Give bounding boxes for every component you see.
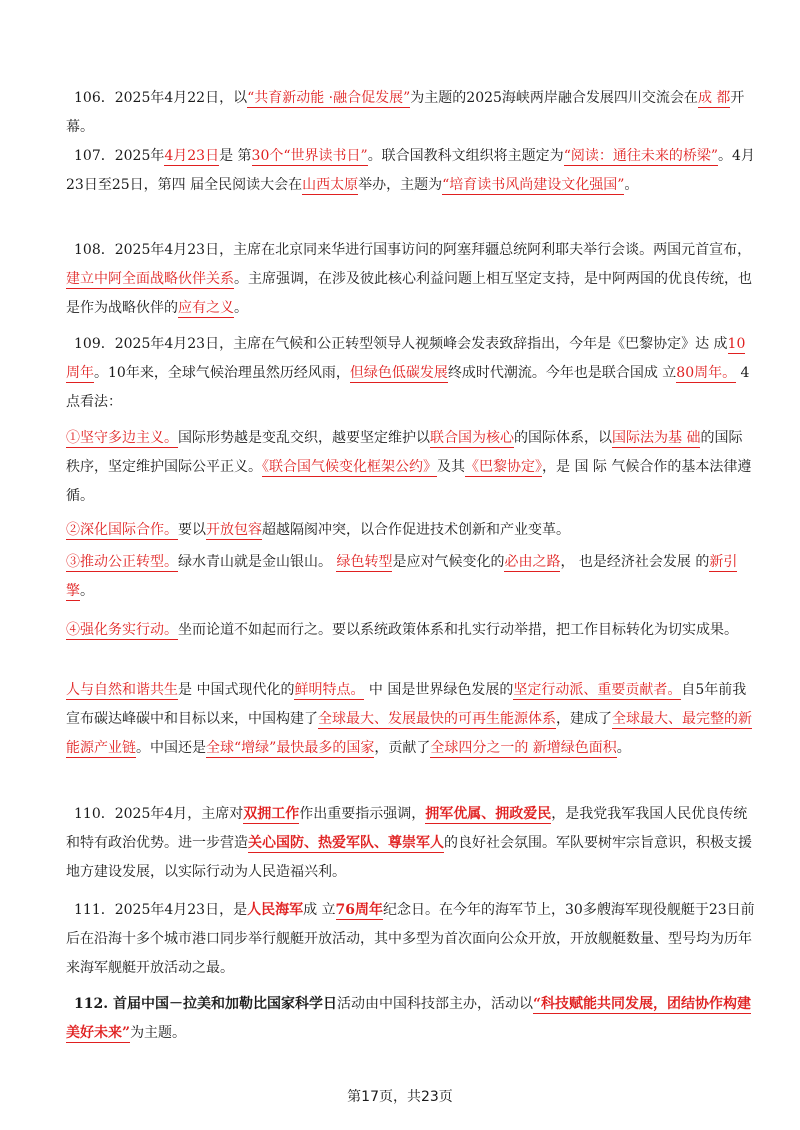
highlighted-text: ③推动公正转型。 — [66, 554, 178, 570]
text-run: 国际形势越是变乱交织，越要坚定维护以 — [178, 430, 430, 446]
point-1 — [66, 424, 756, 511]
text-run: 4点看法： — [66, 365, 750, 410]
highlighted-text: ①坚守多边主义。 — [66, 430, 178, 446]
highlighted-text: 80周年。 — [676, 365, 737, 381]
highlighted-text: “科技赋能共同发展，团结协作构建美好未来” — [66, 996, 752, 1041]
text-run: 的国际秩序，坚定维护国际公平正义。 — [66, 430, 743, 475]
text-run: 。 — [624, 177, 639, 193]
highlighted-text: 10周年 — [66, 336, 746, 381]
highlighted-text: 国际法为基 础 — [612, 430, 701, 446]
text-run: 是 第 — [219, 148, 252, 164]
text-run: 108．2025年4月23日，主席在北京同来华进行国事访问的阿塞拜疆总统阿利耶夫举行会谈。两国元首宣布， — [74, 242, 752, 258]
text-run: 坐而论道不如起而行之。要以系统政策体系和扎实行动举措，把工作目标转化为切实成果。 — [178, 622, 738, 638]
highlighted-text: 鲜明特点。 — [294, 682, 365, 698]
text-run: 纪念日。在今年的海军节上，30多艘海军现役舰艇于23日前后在沿海十多个城市港口同步举行舰艇开放活动，其中多型为首次面向公众开放，开放舰艇数量、型号均为历年来海军舰艇开放活动之最。 — [66, 902, 755, 976]
text-run: 的良好社会氛围。军队要树牢宗旨意识，积极支援地方建设发展，以实际行动为人民造福兴利。 — [66, 835, 752, 880]
highlighted-text: 30个“世界读书日” — [251, 148, 368, 164]
highlighted-text: 关心国防、热爱军队、尊崇军人 — [248, 835, 444, 851]
text-run: 109．2025年4月23日，主席在气候和公正转型领导人视频峰会发表致辞指出，今年是《巴黎协定》达 成 — [74, 336, 728, 352]
highlighted-text: 全球最大、发展最快的可再生能源体系 — [318, 711, 556, 727]
highlighted-text: 联合国为核心 — [430, 430, 514, 446]
paragraph-112 — [66, 990, 756, 1048]
text-run: 。 — [234, 300, 248, 316]
text-run: 及其 — [437, 459, 465, 475]
highlighted-text: 《巴黎协定》 — [465, 459, 542, 475]
point-2 — [66, 516, 756, 545]
paragraph-111 — [66, 896, 756, 983]
point-3 — [66, 548, 756, 606]
text-run: 超越隔阂冲突，以合作促进技术创新和产业变革。 — [262, 522, 570, 538]
page-footer: 第17页，共23页 — [347, 1089, 453, 1105]
text-run: 活动由中国科技部主办，活动以 — [336, 996, 533, 1012]
text-run: 。主席强调，在涉及彼此核心利益问题上相互坚定支持，是中阿两国的优良传统，也是作为战略伙伴的 — [66, 271, 752, 316]
highlighted-text: 《联合国气候变化框架公约》 — [262, 459, 437, 475]
text-run: 111．2025年4月23日，是 — [74, 902, 248, 918]
text-run: 要以 — [178, 522, 206, 538]
text-run: ，是我党我军我国人民优良传统和特有政治优势。进一步营造 — [66, 806, 748, 851]
text-run: 的国际体系，以 — [514, 430, 612, 446]
text-run: 。 — [616, 740, 631, 756]
text-run: 成 立 — [303, 902, 336, 918]
highlighted-text: “阅读：通往未来的桥梁” — [563, 148, 719, 164]
highlighted-text: 人与自然和谐共生 — [66, 682, 178, 698]
text-run: 是 中国式现代化的 — [178, 682, 295, 698]
text-run: 。4月23日至25日，第四 届全民阅读大会在 — [66, 148, 755, 193]
text-run: 绿水青山就是金山银山。 — [178, 554, 337, 570]
highlighted-text: 112. 首届中国－拉美和加勒比国家科学日 — [74, 996, 337, 1012]
highlighted-text: ④强化务实行动。 — [66, 622, 178, 638]
text-run: 。10年来，全球气候治理虽然历经风雨， — [94, 365, 350, 381]
highlighted-text: 全球“增绿”最快最多的国家 — [206, 740, 375, 756]
highlighted-text: 应有之义 — [178, 300, 234, 316]
text-run: 是应对气候变化的 — [392, 554, 505, 570]
paragraph-110 — [66, 800, 756, 887]
highlighted-text: “培育读书风尚建设文化强国” — [442, 177, 625, 193]
text-run: 为主题。 — [130, 1025, 187, 1041]
text-run: 作出重要指示强调， — [299, 806, 426, 822]
highlighted-text: 绿色转型 — [336, 554, 393, 570]
paragraph-106 — [66, 84, 756, 142]
point-4 — [66, 616, 756, 645]
highlighted-text: 全球最大、最完整的新能源产业链 — [66, 711, 752, 756]
highlighted-text: 人民海军 — [247, 902, 304, 918]
highlighted-text: 拥军优属、拥政爱民 — [425, 806, 552, 822]
highlighted-text: 全球四分之一的 新增绿色面积 — [430, 740, 617, 756]
text-run: 106．2025年4月22日，以 — [74, 90, 248, 106]
text-run: 中 国是世界绿色发展的 — [364, 682, 514, 698]
text-run: 。 — [80, 583, 94, 599]
highlighted-text: 76周年 — [335, 902, 384, 918]
highlighted-text: “共育新动能 ·融合促发展” — [247, 90, 411, 106]
paragraph-109 — [66, 330, 756, 417]
highlighted-text: 但绿色低碳发展 — [349, 365, 448, 381]
highlighted-text: 必由之路 — [504, 554, 561, 570]
highlighted-text: 双拥工作 — [243, 806, 300, 822]
paragraph-107 — [66, 142, 756, 200]
text-run: 开幕。 — [66, 90, 745, 135]
highlighted-text: 成 都 — [697, 90, 731, 106]
highlighted-text: 建立中阿全面战略伙伴关系 — [66, 271, 234, 287]
text-run: 举办，主题为 — [358, 177, 443, 193]
text-run: 为主题的2025海峡两岸融合发展四川交流会在 — [410, 90, 698, 106]
text-run: ，是 国 际 气候合作的基本法律遵循。 — [66, 459, 752, 504]
highlighted-text: 山西太原 — [302, 177, 359, 193]
text-run: ， 也是经济社会发展 的 — [560, 554, 710, 570]
text-run: 110．2025年4月，主席对 — [74, 806, 244, 822]
text-run: ，贡献了 — [374, 740, 431, 756]
text-run: 107．2025年 — [74, 148, 165, 164]
text-run: 。联合国教科文组织将主题定为 — [367, 148, 564, 164]
text-run: 。中国还是 — [136, 740, 206, 756]
text-run: 终成时代潮流。今年也是联合国成 立 — [447, 365, 677, 381]
paragraph-green-development — [66, 676, 756, 763]
highlighted-text: 4月23日 — [164, 148, 220, 164]
text-run: 自5年前我宣布碳达峰碳中和目标以来，中国构建了 — [66, 682, 747, 727]
highlighted-text: 开放包容 — [206, 522, 262, 538]
highlighted-text: 坚定行动派、重要贡献者。 — [513, 682, 682, 698]
highlighted-text: 新引擎 — [66, 554, 738, 599]
text-run: ，建成了 — [556, 711, 612, 727]
highlighted-text: ②深化国际合作。 — [66, 522, 178, 538]
paragraph-108 — [66, 236, 756, 323]
